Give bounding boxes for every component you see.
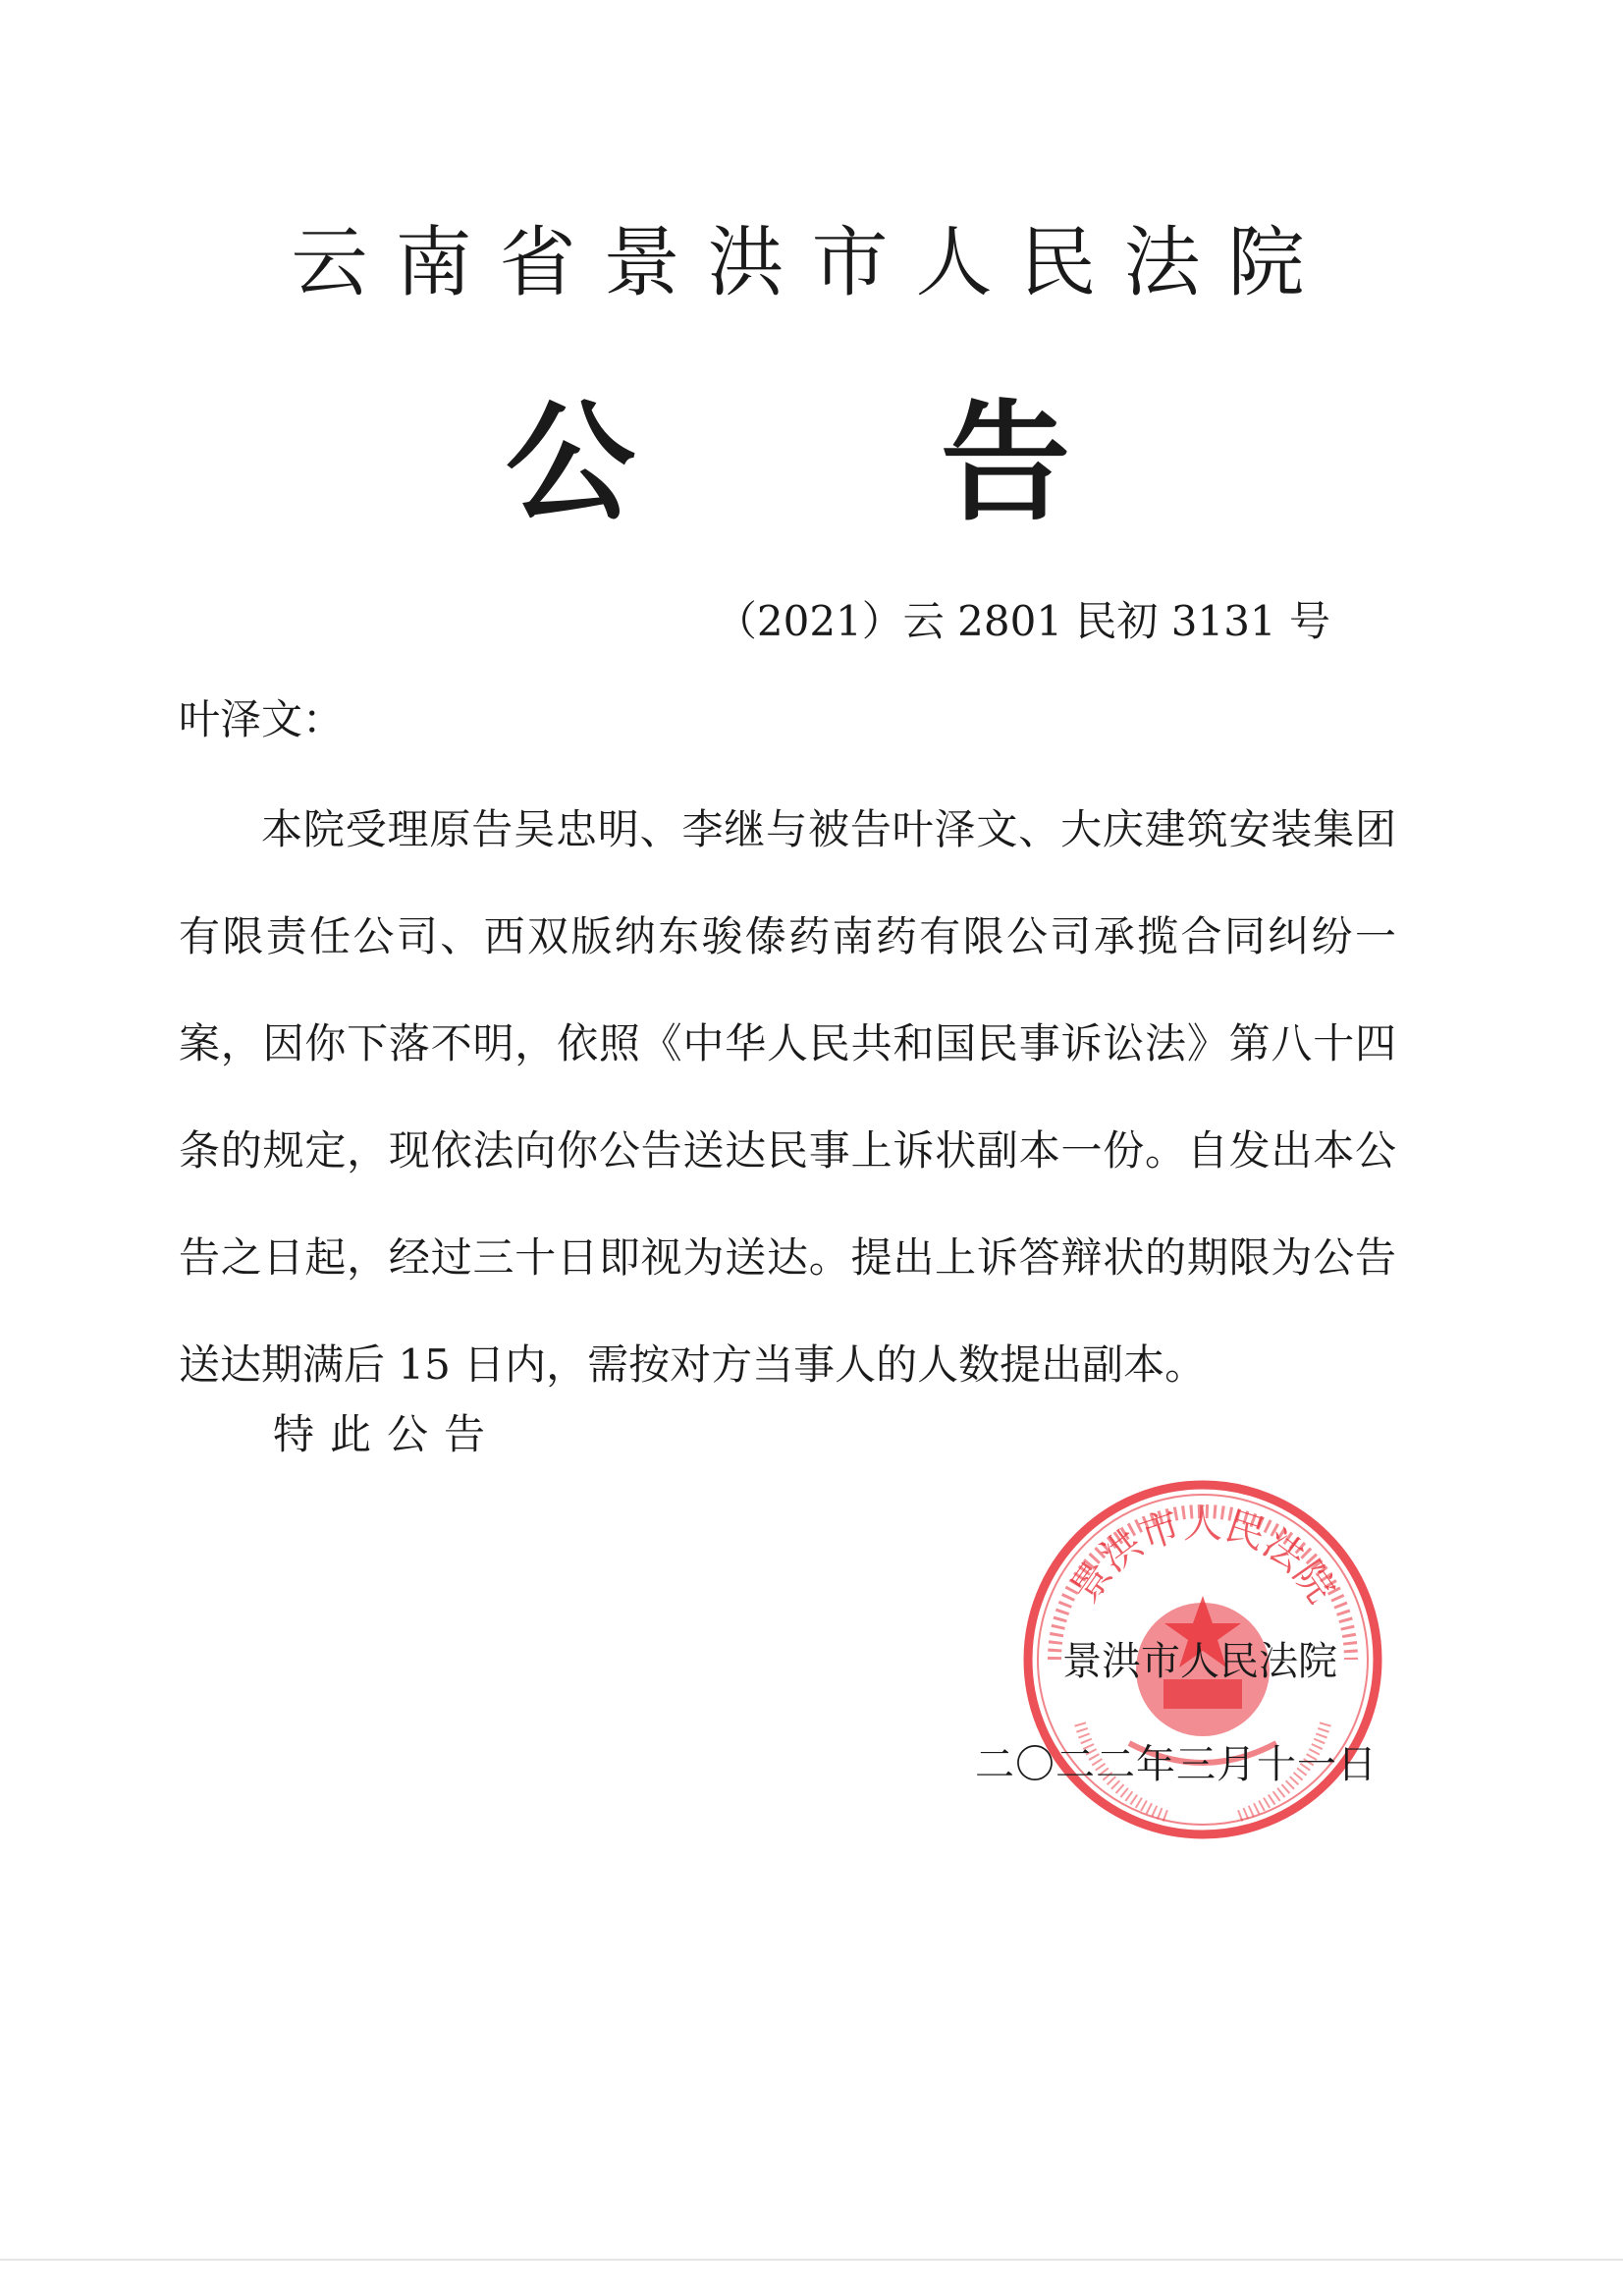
case-number: （2021）云 2801 民初 3131 号: [715, 597, 1330, 645]
signature-court: 景洪市人民法院: [1062, 1639, 1337, 1684]
notice-title-char-2: 告: [941, 387, 1070, 539]
court-name-heading: 云南省景洪市人民法院: [291, 219, 1332, 307]
notice-body: 本院受理原告吴忠明、李继与被告叶泽文、大庆建筑安装集团有限责任公司、西双版纳东骏傣药南药有限公司承揽合同纠纷一案，因你下落不明，依照《中华人民共和国民事诉讼法》第八十四条的规定，现依法向你公告送达民事上诉状副本一份。自发出本公告之日起，经过三十日即视为送达。提出上诉答辩状的期限为公告送达期满后 15 日内，需按对方当事人的人数提出副本。: [179, 805, 1396, 1389]
notice-title-char-1: 公: [506, 387, 635, 539]
seal-arc-text: 景洪市人民法院: [1061, 1502, 1344, 1612]
signature-date: 二〇二二年三月十一日: [975, 1742, 1378, 1787]
addressee: 叶泽文：: [179, 695, 345, 743]
bottom-divider: [0, 2259, 1623, 2261]
closing-phrase: 特此公告: [273, 1410, 502, 1458]
